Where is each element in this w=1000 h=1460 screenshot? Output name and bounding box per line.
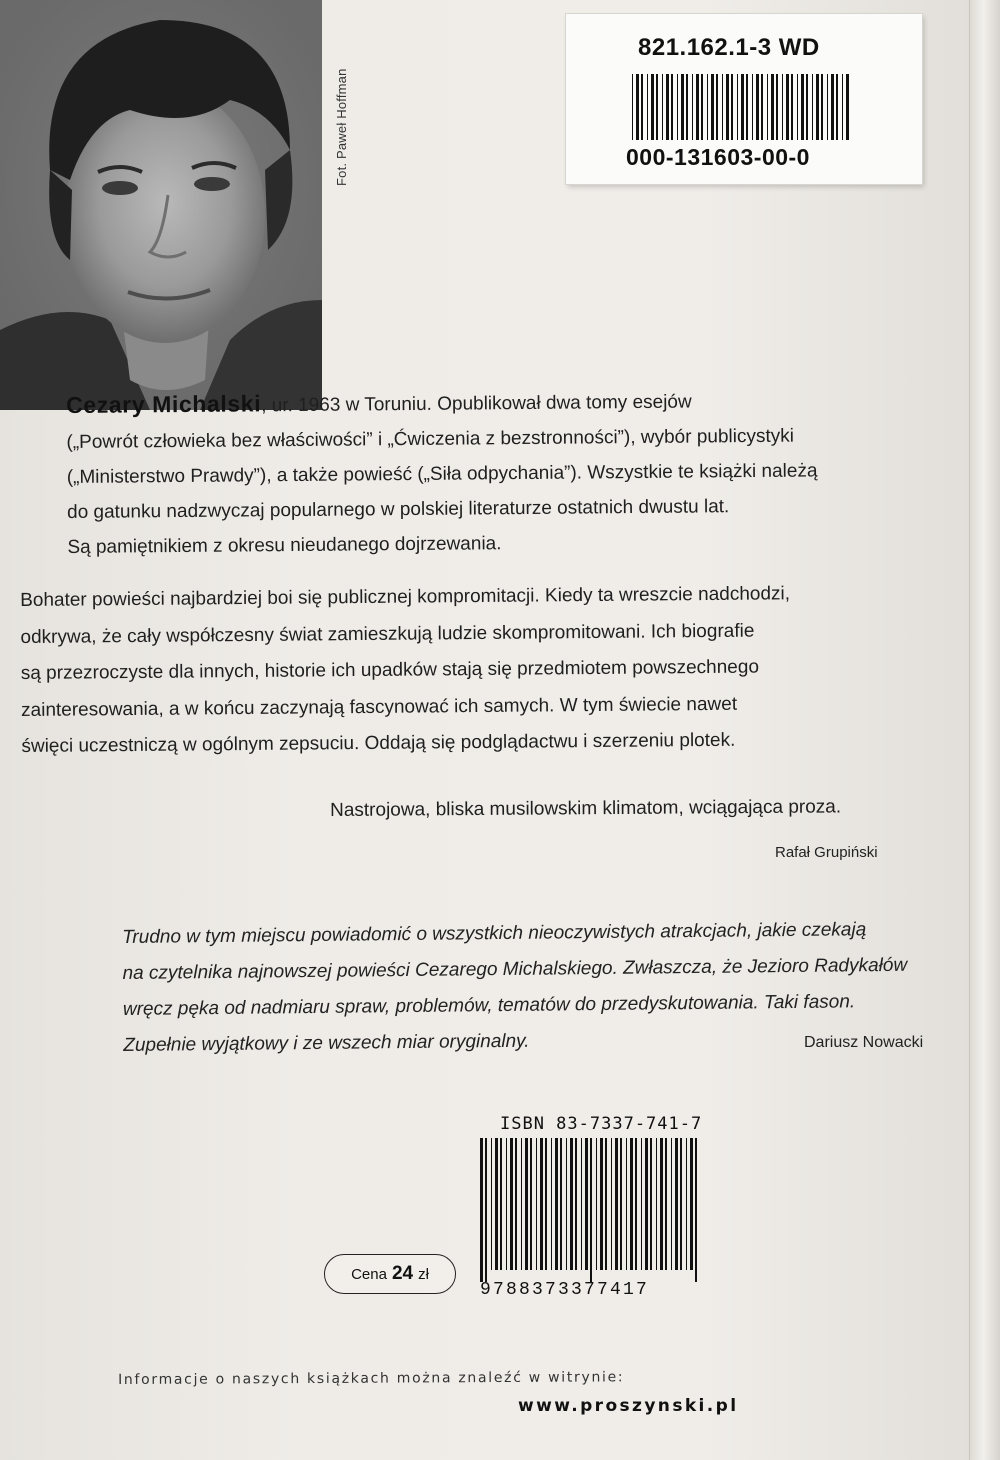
- barcode-bar: [675, 1138, 678, 1270]
- barcode-bar: [677, 74, 678, 140]
- blurb-line: Bohater powieści najbardziej boi się publicznej kompromitacji. Kiedy ta wreszcie nadchodzi,: [20, 583, 791, 611]
- barcode-bar: [636, 74, 639, 140]
- barcode-bar: [630, 1138, 633, 1270]
- library-barcode: [632, 74, 852, 140]
- barcode-bar: [756, 74, 759, 140]
- isbn-label: ISBN 83-7337-741-7: [500, 1114, 703, 1134]
- barcode-bar: [620, 1138, 622, 1270]
- barcode-bar: [611, 1138, 612, 1270]
- review-author-2: Dariusz Nowacki: [804, 1034, 924, 1051]
- barcode-bar: [666, 74, 669, 140]
- book-blurb: [20, 576, 832, 766]
- barcode-bar: [660, 1138, 663, 1270]
- barcode-bar: [635, 1138, 637, 1270]
- barcode-bar: [690, 1138, 693, 1270]
- barcode-bar: [515, 1138, 517, 1270]
- barcode-bar: [605, 1138, 607, 1270]
- barcode-bar: [665, 1138, 667, 1270]
- barcode-bar: [716, 74, 718, 140]
- bio-line-1-text: , ur. 1963 w Toruniu. Opublikował dwa tomy esejów: [261, 391, 692, 417]
- publisher-info: Informacje o naszych książkach można znaleźć w witrynie:: [118, 1369, 625, 1388]
- barcode-bar: [590, 1138, 592, 1282]
- barcode-bar: [495, 1138, 498, 1270]
- photo-credit: Fot. Paweł Hoffman: [334, 68, 349, 186]
- price-badge: [324, 1254, 456, 1294]
- barcode-bar: [671, 1138, 672, 1270]
- library-label: [566, 14, 922, 184]
- barcode-bar: [651, 74, 654, 140]
- blurb-line: są przezroczyste dla innych, historie ich upadków stają się przedmiotem powszechnego: [20, 656, 760, 684]
- barcode-bar: [816, 74, 819, 140]
- quote-line: Zupełnie wyjątkowy i ze wszech miar oryginalny.: [123, 1030, 530, 1056]
- review-author-1: Rafał Grupiński: [775, 844, 878, 861]
- barcode-bar: [500, 1138, 502, 1270]
- barcode-bar: [581, 1138, 582, 1270]
- price-prefix: Cena: [351, 1265, 387, 1283]
- barcode-bar: [731, 74, 733, 140]
- barcode-bar: [530, 1138, 532, 1270]
- barcode-bar: [570, 1138, 573, 1270]
- author-name: Cezary Michalski: [66, 390, 262, 418]
- barcode-bar: [836, 74, 838, 140]
- author-photo: [0, 0, 322, 410]
- barcode-bar: [491, 1138, 492, 1270]
- barcode-bar: [722, 74, 723, 140]
- barcode-bar: [746, 74, 748, 140]
- barcode-bar: [575, 1138, 577, 1270]
- barcode-bar: [626, 1138, 627, 1270]
- barcode-bar: [692, 74, 693, 140]
- barcode-bar: [585, 1138, 588, 1270]
- barcode-bar: [786, 74, 789, 140]
- barcode-bar: [695, 1138, 697, 1282]
- barcode-bar: [641, 74, 643, 140]
- barcode-bar: [510, 1138, 513, 1270]
- barcode-bar: [641, 1138, 642, 1270]
- barcode-bar: [506, 1138, 507, 1270]
- library-barcode-number: 000-131603-00-0: [626, 144, 810, 170]
- barcode-bar: [645, 1138, 648, 1270]
- barcode-bar: [681, 74, 684, 140]
- barcode-bar: [656, 74, 658, 140]
- barcode-bar: [737, 74, 738, 140]
- barcode-bar: [827, 74, 828, 140]
- barcode-bar: [680, 1138, 682, 1270]
- barcode-bar: [521, 1138, 522, 1270]
- barcode-bar: [545, 1138, 547, 1270]
- barcode-bar: [846, 74, 849, 140]
- publisher-website: www.proszynski.pl: [518, 1396, 739, 1416]
- barcode-bar: [842, 74, 843, 140]
- barcode-bar: [701, 74, 703, 140]
- quote-line: Trudno w tym miejscu powiadomić o wszystkich nieoczywistych atrakcjach, jakie czekają: [122, 919, 867, 948]
- blurb-line: odkrywa, że cały współczesny świat zamieszkują ludzie skompromitowani. Ich biografie: [20, 620, 755, 648]
- spine-edge: [969, 0, 1000, 1460]
- barcode-bar: [566, 1138, 567, 1270]
- ean-digits: 9788373377417: [480, 1280, 650, 1300]
- barcode-bar: [555, 1138, 558, 1270]
- barcode-bar: [560, 1138, 562, 1270]
- barcode-bar: [782, 74, 783, 140]
- barcode-bar: [707, 74, 708, 140]
- barcode-bar: [671, 74, 673, 140]
- barcode-bar: [812, 74, 813, 140]
- barcode-bar: [600, 1138, 603, 1270]
- review-quote-1: Nastrojowa, bliska musilowskim klimatom, wciągająca proza.: [330, 796, 842, 821]
- barcode-bar: [632, 74, 633, 140]
- barcode-bar: [726, 74, 729, 140]
- blurb-line: zainteresowania, a w końcu zaczynają fascynować ich samych. W tym świecie nawet: [21, 693, 738, 721]
- quote-line: na czytelnika najnowszej powieści Cezarego Michalskiego. Zwłaszcza, że Jezioro Radykałów: [122, 954, 908, 984]
- barcode-bar: [551, 1138, 552, 1270]
- barcode-bar: [741, 74, 744, 140]
- barcode-bar: [761, 74, 763, 140]
- barcode-bar: [696, 74, 699, 140]
- bio-line: („Powrót człowieka bez właściwości” i „Ćwiczenia z bezstronności”), wybór publicystyki: [66, 425, 795, 453]
- barcode-bar: [831, 74, 834, 140]
- barcode-bar: [615, 1138, 618, 1270]
- barcode-bar: [752, 74, 753, 140]
- author-portrait-image: [0, 0, 322, 410]
- barcode-bar: [797, 74, 798, 140]
- price-currency: zł: [418, 1265, 429, 1283]
- barcode-bar: [776, 74, 778, 140]
- barcode-bar: [767, 74, 768, 140]
- quote-line: wręcz pęka od nadmiaru spraw, problemów, tematów do przedyskutowania. Taki fason.: [122, 991, 856, 1020]
- barcode-bar: [540, 1138, 543, 1270]
- barcode-bar: [647, 74, 648, 140]
- barcode-bar: [806, 74, 808, 140]
- barcode-bar: [485, 1138, 487, 1282]
- bio-line: do gatunku nadzwyczaj popularnego w polskiej literaturze ostatnich dwustu lat.: [66, 496, 730, 523]
- barcode-bar: [656, 1138, 657, 1270]
- bio-line: („Ministerstwo Prawdy”), a także powieść („Siła odpychania”). Wszystkie te książki należą: [66, 460, 818, 488]
- barcode-bar: [686, 1138, 687, 1270]
- blurb-line: święci uczestniczą w ogólnym zepsuciu. Oddają się podglądactwu i szerzeniu plotek.: [21, 729, 736, 757]
- barcode-bar: [662, 74, 663, 140]
- isbn-barcode: [480, 1138, 700, 1282]
- bio-line: Są pamiętnikiem z okresu nieudanego dojrzewania.: [67, 533, 502, 558]
- barcode-bar: [801, 74, 804, 140]
- author-bio: [66, 381, 868, 565]
- barcode-bar: [711, 74, 714, 140]
- price-value: 24: [391, 1263, 414, 1284]
- barcode-bar: [686, 74, 688, 140]
- barcode-bar: [821, 74, 823, 140]
- barcode-bar: [791, 74, 793, 140]
- barcode-bar: [480, 1138, 483, 1282]
- call-number: 821.162.1-3 WD: [638, 34, 820, 61]
- barcode-bar: [536, 1138, 537, 1270]
- barcode-bar: [525, 1138, 528, 1270]
- barcode-bar: [650, 1138, 652, 1270]
- barcode-bar: [596, 1138, 597, 1270]
- barcode-bar: [771, 74, 774, 140]
